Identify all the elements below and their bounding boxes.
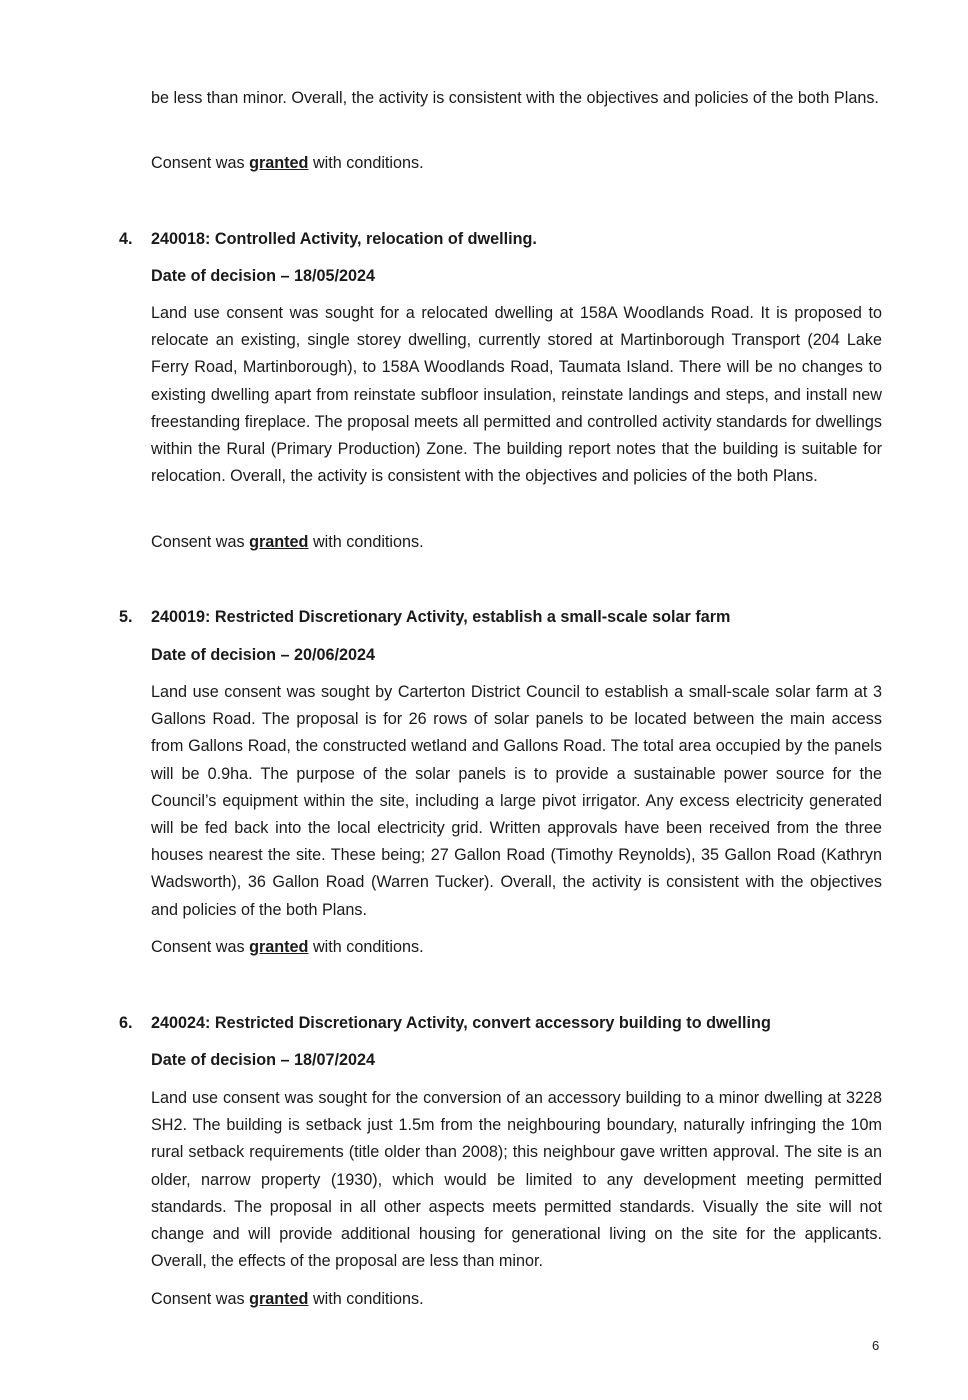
intro-text: be less than minor. Overall, the activity is consistent with the objectives and policies of the both Plans. (151, 89, 879, 107)
item-body (151, 1085, 882, 1275)
intro-paragraph (151, 85, 882, 112)
consent-suffix: with conditions. (312, 938, 424, 956)
consent-keyword: granted (249, 533, 309, 551)
item-consent (151, 1286, 882, 1313)
consent-prefix: Consent was (151, 533, 245, 551)
item-body-text: Land use consent was sought for the conversion of an accessory building to a minor dwelling at 3228 SH2. The building is setback just 1.5m from the neighbouring boundary, naturally infringing the 10m rural setback requirements (title older than 2008); this neighbour gave written approval. The site is an older, narrow property (1930), which would be limited to any development meeting permitted standards. The proposal in all other aspects meets permitted standards. Visually the site will not change and will provide additional housing for generational living on the site for the applicants. Overall, the effects of the proposal are less than minor. (151, 1089, 882, 1271)
item-number: 5. (119, 608, 133, 626)
item-number: 6. (119, 1014, 133, 1032)
item-consent (151, 529, 882, 556)
consent-keyword: granted (249, 154, 309, 172)
consent-prefix: Consent was (151, 154, 245, 172)
consent-prefix: Consent was (151, 1290, 245, 1308)
item-heading: 240024: Restricted Discretionary Activity, convert accessory building to dwelling (151, 1014, 771, 1032)
consent-suffix: with conditions. (312, 1290, 424, 1308)
item-consent (151, 934, 882, 961)
intro-consent (151, 150, 882, 177)
consent-prefix: Consent was (151, 938, 245, 956)
decision-date: Date of decision – 18/07/2024 (151, 1051, 376, 1069)
consent-keyword: granted (249, 938, 309, 956)
item-number: 4. (119, 230, 133, 248)
consent-keyword: granted (249, 1290, 309, 1308)
item-body (151, 679, 882, 924)
page-number: 6 (872, 1338, 880, 1353)
consent-suffix: with conditions. (312, 154, 424, 172)
item-body-text: Land use consent was sought for a relocated dwelling at 158A Woodlands Road. It is proposed to relocate an existing, single storey dwelling, currently stored at Martinborough Transport (204 Lake Ferry Road, Martinborough), to 158A Woodlands Road, Taumata Island. There will be no changes to existing dwelling apart from reinstate subfloor insulation, reinstate landings and steps, and install new freestanding fireplace. The proposal meets all permitted and controlled activity standards for dwellings within the Rural (Primary Production) Zone. The building report notes that the building is suitable for relocation. Overall, the activity is consistent with the objectives and policies of the both Plans. (151, 304, 882, 486)
item-body-text: Land use consent was sought by Carterton District Council to establish a small-scale solar farm at 3 Gallons Road. The proposal is for 26 rows of solar panels to be located between the main access from Gallons Road, the constructed wetland and Gallons Road. The total area occupied by the panels will be 0.9ha. The purpose of the solar panels is to provide a sustainable power source for the Council’s equipment within the site, including a large pivot irrigator. Any excess electricity generated will be fed back into the local electricity grid. Written approvals have been received from the three houses nearest the site. These being; 27 Gallon Road (Timothy Reynolds), 35 Gallon Road (Kathryn Wadsworth), 36 Gallon Road (Warren Tucker). Overall, the activity is consistent with the objectives and policies of the both Plans. (151, 683, 882, 919)
item-body (151, 300, 882, 490)
decision-date: Date of decision – 18/05/2024 (151, 267, 376, 285)
item-heading: 240018: Controlled Activity, relocation of dwelling. (151, 230, 537, 248)
item-heading: 240019: Restricted Discretionary Activity, establish a small-scale solar farm (151, 608, 731, 626)
consent-suffix: with conditions. (312, 533, 424, 551)
decision-date: Date of decision – 20/06/2024 (151, 646, 376, 664)
